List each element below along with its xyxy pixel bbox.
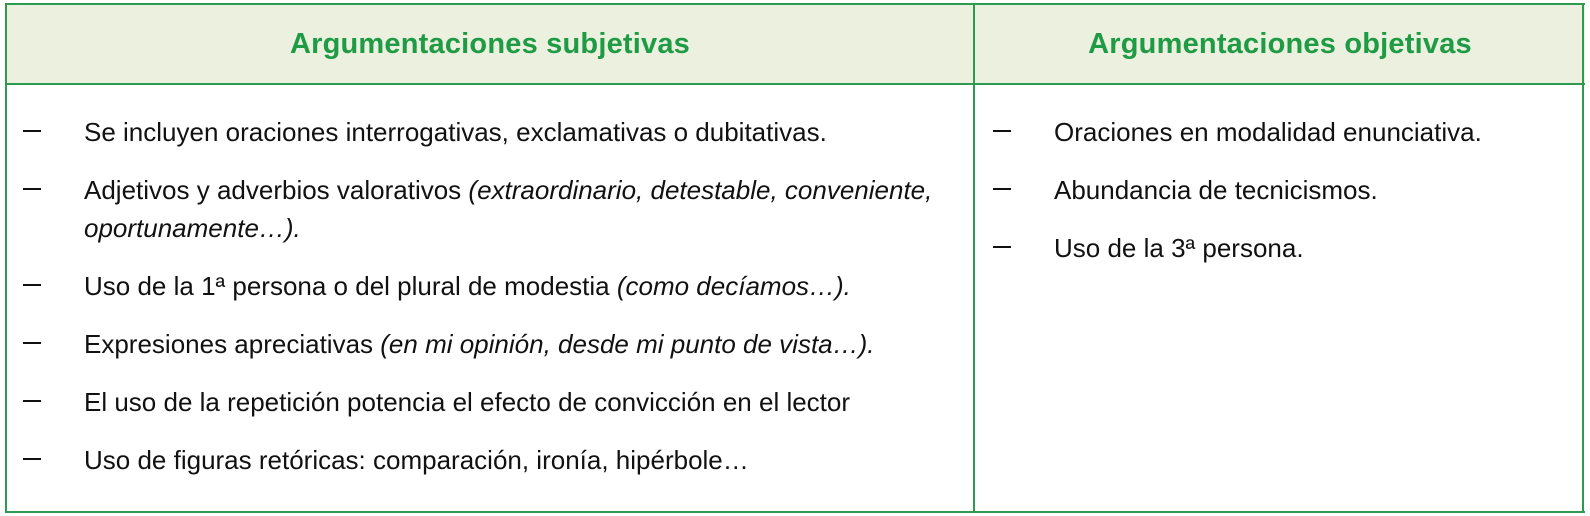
dash-bullet-icon	[975, 171, 1031, 209]
dash-bullet-icon	[5, 441, 61, 479]
subjective-column	[5, 85, 975, 511]
item-text: Uso de la 3ª persona.	[1054, 233, 1304, 263]
table-left-border	[5, 3, 7, 513]
objective-column	[975, 85, 1585, 511]
header-subjective	[5, 5, 975, 85]
list-item	[5, 383, 975, 421]
dash-bullet-icon	[975, 229, 1031, 267]
item-text: Uso de la 1ª persona o del plural de modestia	[84, 271, 617, 301]
item-example: (como decíamos…).	[616, 271, 851, 301]
list-item	[975, 171, 1585, 209]
item-text: Adjetivos y adverbios valorativos	[84, 175, 469, 205]
comparison-table	[5, 3, 1585, 513]
column-divider	[973, 3, 975, 513]
item-text: Se incluyen oraciones interrogativas, exclamativas o dubitativas.	[84, 117, 827, 147]
dash-bullet-icon	[5, 267, 61, 305]
dash-bullet-icon	[5, 113, 61, 151]
item-text: Uso de figuras retóricas: comparación, ironía, hipérbole…	[84, 445, 749, 475]
item-example: (extraordinario, detestable, conveniente, oportunamente…).	[84, 175, 933, 243]
dash-bullet-icon	[975, 113, 1031, 151]
header-objective	[975, 5, 1585, 85]
dash-bullet-icon	[5, 171, 61, 209]
item-example: (en mi opinión, desde mi punto de vista…).	[380, 329, 875, 359]
list-item	[5, 325, 975, 363]
list-item	[5, 113, 975, 151]
list-item	[5, 441, 975, 479]
heading-subjective: Argumentaciones subjetivas	[289, 27, 691, 60]
list-item	[975, 113, 1585, 151]
dash-bullet-icon	[5, 383, 61, 421]
list-item	[5, 171, 975, 247]
item-text: Expresiones apreciativas	[84, 329, 381, 359]
list-item	[5, 267, 975, 305]
table-right-border	[1582, 3, 1584, 513]
item-text: El uso de la repetición potencia el efecto de convicción en el lector	[84, 387, 851, 417]
dash-bullet-icon	[5, 325, 61, 363]
item-text: Abundancia de tecnicismos.	[1054, 175, 1378, 205]
item-text: Oraciones en modalidad enunciativa.	[1054, 117, 1482, 147]
heading-objective: Argumentaciones objetivas	[1088, 27, 1472, 60]
list-item	[975, 229, 1585, 267]
